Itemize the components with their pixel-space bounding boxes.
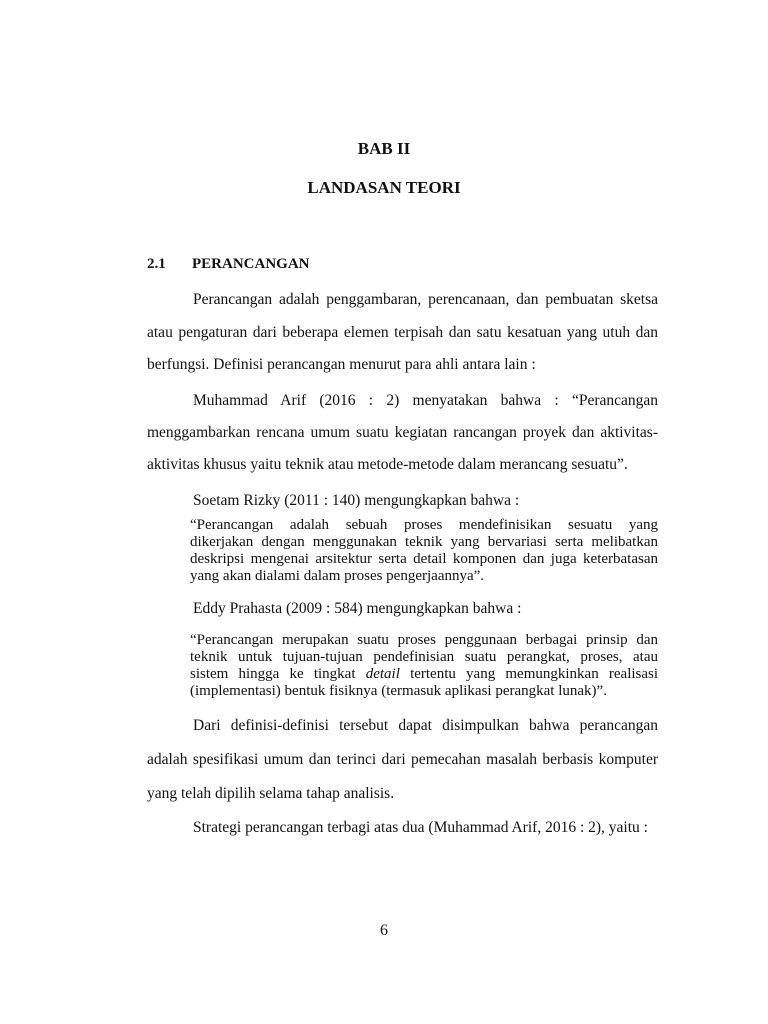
paragraph-1-line-1: Perancangan adalah penggambaran, perencanaan, dan pembuatan sketsa	[193, 291, 658, 308]
section-number: 2.1	[147, 256, 166, 272]
section-heading	[147, 256, 310, 273]
chapter-number: BAB II	[357, 139, 411, 158]
paragraph-2-line-3: aktivitas khusus yaitu teknik atau metode-metode dalam merancang sesuatu”.	[147, 456, 628, 473]
paragraph-1-line-2: atau pengaturan dari beberapa elemen terpisah dan satu kesatuan yang utuh dan	[147, 324, 658, 341]
rizky-quote-line-4: yang akan dialami dalam proses pengerjaannya”.	[190, 568, 485, 584]
prahasta-intro: Eddy Prahasta (2009 : 584) mengungkapkan bahwa :	[193, 600, 522, 617]
rizky-quote-line-1: “Perancangan adalah sebuah proses mendefinisikan sesuatu yang	[190, 517, 658, 533]
rizky-quote-line-3: deskripsi mengenai arsitektur serta detail komponen dan juga keterbatasan	[190, 551, 658, 567]
paragraph-3-line-1: Dari definisi-definisi tersebut dapat disimpulkan bahwa perancangan	[193, 717, 658, 734]
paragraph-4: Strategi perancangan terbagi atas dua (Muhammad Arif, 2016 : 2), yaitu :	[193, 819, 648, 836]
paragraph-3-line-2: adalah spesifikasi umum dan terinci dari pemecahan masalah berbasis komputer	[147, 751, 658, 768]
paragraph-2-line-2: menggambarkan rencana umum suatu kegiatan rancangan proyek dan aktivitas-	[147, 424, 658, 441]
section-title: PERANCANGAN	[192, 256, 310, 272]
rizky-intro: Soetam Rizky (2011 : 140) mengungkapkan bahwa :	[193, 492, 520, 509]
page-number: 6	[380, 922, 388, 939]
rizky-quote-line-2: dikerjakan dengan menggunakan teknik yang bervariasi serta melibatkan	[190, 534, 658, 550]
prahasta-quote-line-3	[190, 666, 658, 683]
paragraph-2-line-1: Muhammad Arif (2016 : 2) menyatakan bahwa : “Perancangan	[193, 392, 658, 409]
prahasta-quote-line-3-post: tertentu yang memungkinkan realisasi	[410, 666, 659, 682]
chapter-title: LANDASAN TEORI	[307, 178, 461, 197]
paragraph-1-line-3: berfungsi. Definisi perancangan menurut para ahli antara lain :	[147, 356, 536, 373]
rizky-quote	[190, 517, 658, 585]
prahasta-quote	[190, 632, 658, 700]
prahasta-quote-line-2: teknik untuk tujuan-tujuan pendefinisian suatu perangkat, proses, atau	[190, 649, 658, 665]
prahasta-quote-emphasis: detail	[365, 666, 400, 682]
paragraph-3-line-3: yang telah dipilih selama tahap analisis.	[147, 785, 395, 802]
prahasta-quote-line-3-pre: sistem hingga ke tingkat	[190, 666, 356, 682]
prahasta-quote-line-4: (implementasi) bentuk fisiknya (termasuk aplikasi perangkat lunak)”.	[190, 683, 607, 699]
prahasta-quote-line-1: “Perancangan merupakan suatu proses penggunaan berbagai prinsip dan	[190, 632, 658, 648]
